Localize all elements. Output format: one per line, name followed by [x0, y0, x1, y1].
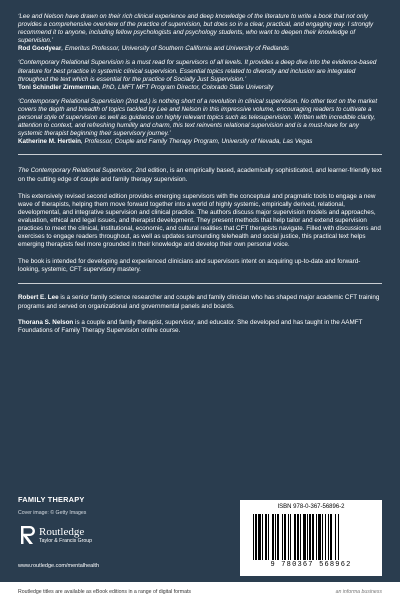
- divider: [18, 154, 382, 155]
- isbn-label: ISBN 978-0-367-56896-2: [277, 504, 345, 510]
- barcode-bar: [275, 514, 276, 560]
- description-paragraph: The book is intended for developing and experienced clinicians and supervisors intent on acquiring up-to-date and forward-looking, systemic, CFT supervisory mastery.: [18, 258, 361, 274]
- barcode-bar: [284, 514, 286, 560]
- barcode-bar: [322, 514, 323, 560]
- routledge-logo-icon: [18, 524, 36, 546]
- endorser-name: Katherine M. Hertlein: [18, 138, 81, 146]
- barcode-bar: [253, 514, 254, 560]
- ebook-note: Routledge titles are available as eBook editions in a range of digital formats: [18, 589, 192, 595]
- barcode-bar: [300, 514, 301, 560]
- description-text: , 2nd edition, is an empirically based, academically sophisticated, and learner-friendly text on the cutting edge of couple and family therapy supervision.: [18, 167, 382, 183]
- quote-body: (2nd ed.) is nothing short of a revolution in clinical supervision. No other text on the market covers the depth and breadth of topics tackled by Lee and Nelson in this impressive volume, encouraging readers to cultivate a personal style of supervision as well as guidance on highly relevant topics such as telesupervision. Written with incredible clarity, attention to context, and refreshing humility and charm, this text reinvents relational supervision and is a must-have for any systemic therapist beginning their supervisory journey.’: [18, 97, 378, 138]
- book-description: [18, 167, 382, 274]
- barcode-bar: [265, 514, 267, 560]
- barcode-bar: [294, 514, 296, 560]
- barcode-bar: [277, 514, 279, 560]
- endorser-affiliation: , Professor, Couple and Family Therapy Program, University of Nevada, Las Vegas: [80, 138, 313, 146]
- endorser-affiliation: , PhD, LMFT MFT Program Director, Colorado State University: [98, 83, 274, 91]
- quote-text: [18, 98, 382, 138]
- barcode-bar: [297, 514, 299, 560]
- footer-bar: [0, 582, 400, 600]
- barcode-bar: [328, 514, 329, 560]
- barcode-bar: [316, 514, 317, 560]
- barcode-bar: [335, 514, 336, 560]
- endorser-name: Toni Schindler Zimmerman: [18, 83, 99, 91]
- barcode-bar: [318, 514, 321, 560]
- cover-credit: Cover image: © Getty Images: [18, 510, 87, 516]
- quote-text: ‘Lee and Nelson have drawn on their rich clinical experience and deep knowledge of the literature to write a book that not only provides a comprehensive overview of the practice of supervision, but does so in a clear, practical, and engaging way. I strongly recommend it to anyone, including fellow psychologists and psychology students, who want to deepen their knowledge of supervision.’: [18, 13, 374, 45]
- barcode-bar: [309, 514, 311, 560]
- barcode-digits: 9 780367 568962: [270, 561, 352, 570]
- barcode-bar: [303, 514, 306, 560]
- publisher-name: Routledge: [39, 525, 85, 538]
- quote-body: is a must read for supervisors of all levels. It provides a deep dive into the evidence-based literature for best practice in systemic clinical supervision. Essential topics related to diversity and inclusion are integrated throughout the text which is essential for the practice of Socially Just Supervision.’: [18, 59, 377, 83]
- publisher-logo-block: [18, 524, 92, 546]
- quote-book-title: ‘Contemporary Relational Supervision: [18, 59, 124, 67]
- barcode-bar: [338, 514, 339, 560]
- author-name: Robert E. Lee: [18, 294, 59, 302]
- barcode-bar: [325, 514, 326, 560]
- barcode-bar: [330, 514, 332, 560]
- barcode-bar: [288, 514, 289, 560]
- publisher-group: Taylor & Francis Group: [39, 537, 93, 544]
- barcode-bar: [268, 514, 269, 560]
- quote-attribution: [18, 45, 382, 53]
- endorsement-quote: [18, 59, 382, 91]
- author-bio-text: is a couple and family therapist, supervisor, and educator. She developed and has taught in the AAMFT Foundations of Family Therapy Supervision online course.: [18, 318, 363, 334]
- author-bio: [18, 319, 382, 335]
- isbn-barcode-box: [240, 500, 382, 576]
- barcode-bar: [262, 514, 263, 560]
- divider: [18, 283, 382, 284]
- barcode-bar: [282, 514, 283, 560]
- book-title: The Contemporary Relational Supervisor: [18, 167, 133, 175]
- barcode-bar: [307, 514, 308, 560]
- publisher-url[interactable]: www.routledge.com/mentalhealth: [18, 563, 100, 569]
- quote-attribution: [18, 138, 382, 146]
- barcode-bar: [255, 514, 257, 560]
- quote-text: [18, 59, 382, 83]
- barcode-bar: [312, 514, 314, 560]
- endorsement-quote: [18, 13, 382, 53]
- barcode-bar: [272, 514, 274, 560]
- barcode-bar: [290, 514, 291, 560]
- author-bio-text: is a senior family science researcher and couple and family clinician who has shaped major academic CFT training programs and served on organizational and governmental panels and boards.: [18, 294, 380, 310]
- quote-attribution: [18, 84, 382, 92]
- author-name: Thorana S. Nelson: [18, 318, 74, 326]
- author-bio: [18, 294, 382, 310]
- quote-book-title: ‘Contemporary Relational Supervision: [18, 97, 124, 105]
- subject-category: FAMILY THERAPY: [18, 495, 85, 504]
- author-bios: [18, 294, 382, 334]
- endorser-name: Rod Goodyear: [18, 45, 62, 53]
- barcode-icon: [251, 514, 371, 560]
- barcode-bar: [258, 514, 261, 560]
- description-paragraph: [18, 167, 382, 183]
- informa-tagline: an informa business: [335, 589, 382, 595]
- endorsement-quote: [18, 98, 382, 147]
- endorser-affiliation: , Emeritus Professor, University of Southern California and University of Redlands: [61, 45, 289, 53]
- description-paragraph: This extensively revised second edition provides emerging supervisors with the conceptual and pragmatic tools to engage a new wave of therapists, helping them move forward together into a world of highly systemic, empirically derived, relational, developmental, and integrative supervision and clinical practice. The authors discuss major supervision models and approaches, evaluation, ethical and legal issues, and therapist development. They present methods that help tailor and extend supervision practices to meet the clinical, institutional, economic, and cultural realities that CFT therapists navigate. Filled with discussions and exercises to engage readers throughout, as well as updates surrounding telehealth and social justice, this practical text helps emerging therapists feel more grounded in their knowledge and develop their own personal voice.: [18, 192, 381, 249]
